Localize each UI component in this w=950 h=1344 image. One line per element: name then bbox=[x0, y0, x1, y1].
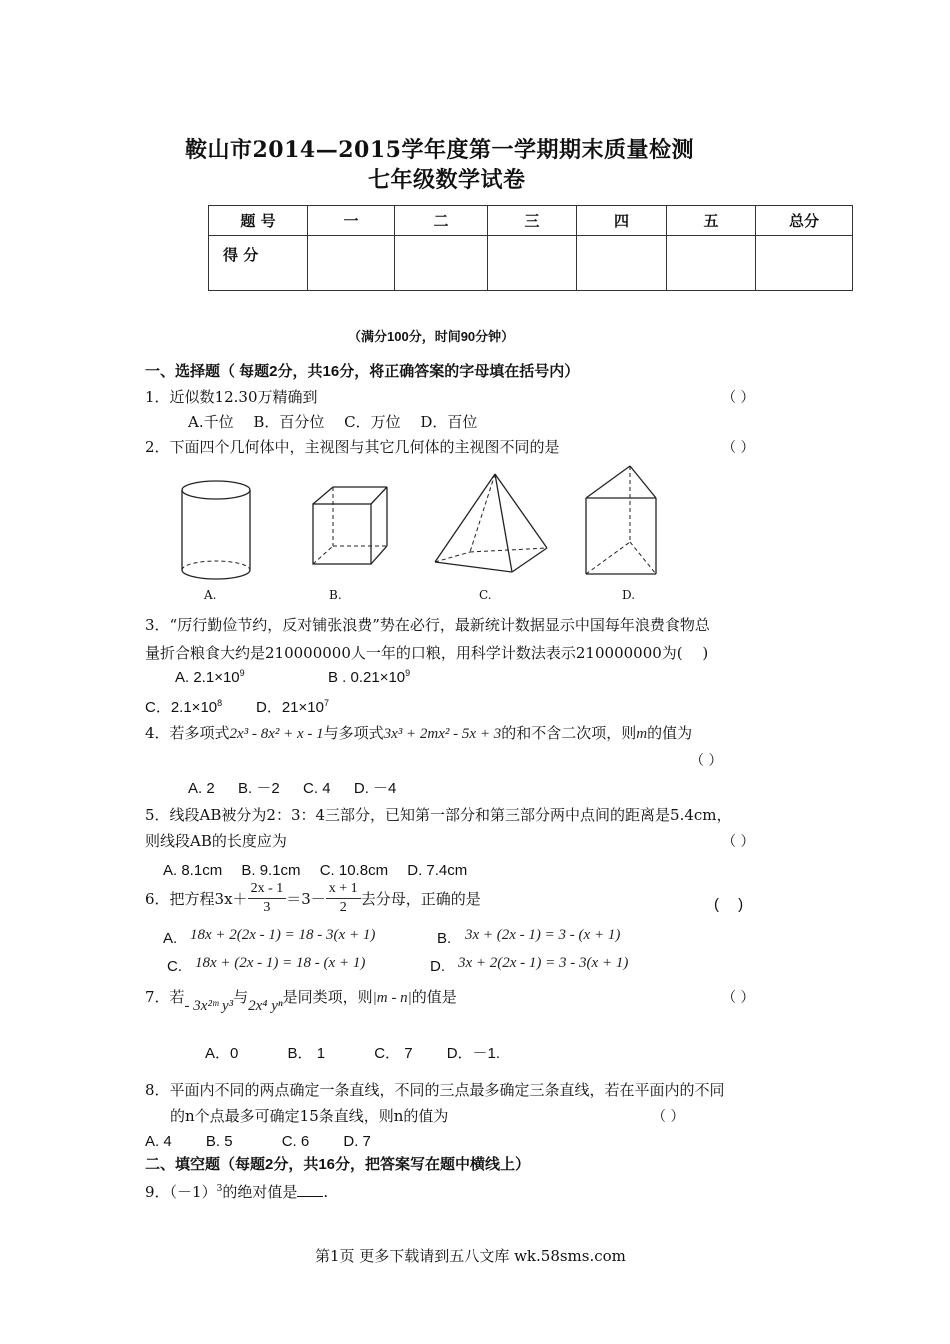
q3-option-a-text: A. 2.1×10 bbox=[175, 669, 240, 686]
q6-option-b-eq: 3x + (2x - 1) = 3 - (x + 1) bbox=[465, 927, 621, 943]
q7-abs: |m - n| bbox=[372, 990, 412, 1006]
q7-term2: 2x⁴ yⁿ bbox=[248, 998, 283, 1014]
q6-fraction-2 bbox=[326, 880, 361, 917]
q4-options: A. 2 B. －2 C. 4 D. －4 bbox=[188, 780, 397, 797]
q3-option-c-exp: 8 bbox=[217, 698, 223, 708]
q4-end: 的值为 bbox=[647, 724, 693, 742]
q4-mid: 与多项式 bbox=[323, 724, 384, 742]
score-header-cell: 题 号 bbox=[209, 206, 308, 236]
q9-tail: 的绝对值是 bbox=[222, 1183, 298, 1201]
q5-line1: 5．线段AB被分为2：3：4三部分，已知第一部分和第三部分两中点间的距离是5.4cm， bbox=[145, 806, 732, 824]
q7-tail: 是同类项，则 bbox=[282, 988, 373, 1006]
q1-answer-paren[interactable]: （ ） bbox=[722, 390, 755, 406]
score-header-cell: 四 bbox=[577, 206, 667, 236]
q7-stem bbox=[145, 986, 457, 1014]
q6-option-c-label: C. bbox=[167, 958, 182, 975]
score-header-cell: 五 bbox=[667, 206, 756, 236]
q6-stem bbox=[145, 880, 481, 917]
score-cell[interactable] bbox=[577, 236, 667, 291]
q3-option-d bbox=[256, 696, 329, 717]
q7-answer-paren[interactable]: （ ） bbox=[722, 990, 755, 1006]
title-line2: 七年级数学试卷 bbox=[368, 167, 526, 193]
q6-fraction-1-den: 3 bbox=[263, 900, 271, 915]
q6-option-c-eq: 18x + (2x - 1) = 18 - (x + 1) bbox=[195, 955, 366, 971]
cube-figure bbox=[305, 484, 395, 579]
q4-poly2: 3x³ + 2mx² - 5x + 3 bbox=[383, 726, 502, 742]
q7-term1: - 3x²ᵐ y³ bbox=[184, 998, 234, 1014]
score-cell[interactable] bbox=[395, 236, 488, 291]
q2-stem: 2．下面四个几何体中，主视图与其它几何体的主视图不同的是 bbox=[145, 438, 560, 456]
score-header-cell: 三 bbox=[488, 206, 577, 236]
q3-option-a-exp: 9 bbox=[239, 668, 245, 678]
q1-stem: 1．近似数12.30万精确到 bbox=[145, 388, 318, 406]
q3-option-b bbox=[328, 669, 410, 686]
score-row-label: 得 分 bbox=[209, 236, 308, 291]
q7-end: 的值是 bbox=[411, 988, 457, 1006]
q8-line1: 8．平面内不同的两点确定一条直线，不同的三点最多确定三条直线，若在平面内的不同 bbox=[145, 1081, 725, 1099]
q4-tail: 的和不含二次项，则 bbox=[501, 724, 637, 742]
score-cell[interactable] bbox=[488, 236, 577, 291]
q6-option-d-label: D. bbox=[430, 958, 445, 975]
q9-answer-blank[interactable] bbox=[297, 1182, 323, 1197]
q8-answer-paren[interactable]: （ ） bbox=[652, 1109, 685, 1125]
q3-option-b-text: B . 0.21×10 bbox=[328, 669, 406, 686]
q3-option-d-exp: 7 bbox=[323, 698, 329, 708]
q6-option-a-eq: 18x + 2(2x - 1) = 18 - 3(x + 1) bbox=[190, 927, 376, 943]
q1-options: A.千位 B．百分位 C．万位 D．百位 bbox=[188, 413, 478, 431]
q3-line2: 量折合粮食大约是210000000人一年的口粮，用科学计数法表示210000000为( ) bbox=[145, 644, 709, 662]
prism-figure bbox=[580, 462, 665, 582]
q3-option-c bbox=[145, 696, 222, 717]
q6-fraction-1 bbox=[248, 880, 287, 917]
q9-exponent: 3 bbox=[216, 1184, 223, 1194]
q6-fraction-2-den: 2 bbox=[339, 900, 347, 915]
q2-label-b: B. bbox=[329, 588, 342, 602]
q8-line2: 的n个点最多可确定15条直线，则n的值为 bbox=[170, 1107, 449, 1125]
q8-options: A. 4 B. 5 C. 6 D. 7 bbox=[145, 1133, 371, 1150]
q4-var: m bbox=[636, 726, 648, 742]
q6-tail: 去分母，正确的是 bbox=[360, 890, 481, 908]
q3-line1: 3．“厉行勤俭节约，反对铺张浪费”势在必行，最新统计数据显示中国每年浪费食物总 bbox=[145, 616, 710, 634]
section1-heading: 一、选择题（ 每题2分，共16分，将正确答案的字母填在括号内） bbox=[145, 363, 580, 380]
q9-lead: 9．（－1） bbox=[145, 1183, 217, 1201]
q6-lead: 6．把方程3x＋ bbox=[145, 890, 248, 908]
q7-lead: 7．若 bbox=[145, 988, 185, 1006]
q2-label-a: A. bbox=[204, 588, 217, 602]
q6-option-d-eq: 3x + 2(2x - 1) = 3 - 3(x + 1) bbox=[458, 955, 629, 971]
q6-fraction-1-num: 2x - 1 bbox=[248, 880, 287, 899]
q3-option-b-exp: 9 bbox=[405, 668, 411, 678]
q2-label-c: C. bbox=[479, 588, 492, 602]
score-table bbox=[208, 205, 853, 291]
q4-answer-paren[interactable]: （ ） bbox=[690, 753, 723, 769]
q4-poly1: 2x³ - 8x² + x - 1 bbox=[229, 726, 324, 742]
cylinder-figure bbox=[175, 478, 260, 583]
q6-option-b-label: B. bbox=[437, 930, 452, 947]
score-header-cell: 总分 bbox=[756, 206, 853, 236]
q7-options: A．0 B． 1 C． 7 D．－1. bbox=[205, 1045, 501, 1062]
score-header-cell: 二 bbox=[395, 206, 488, 236]
q3-option-c-text: C．2.1×10 bbox=[145, 699, 218, 716]
title-line1: 鞍山市2014—2015学年度第一学期期末质量检测 bbox=[185, 137, 694, 163]
q5-line2: 则线段AB的长度应为 bbox=[145, 832, 287, 850]
page-footer: 第1页 更多下载请到五八文库 wk.58sms.com bbox=[315, 1247, 626, 1265]
score-cell[interactable] bbox=[308, 236, 395, 291]
q6-answer-paren[interactable]: ( ) bbox=[714, 896, 744, 913]
q4-lead: 4．若多项式 bbox=[145, 724, 230, 742]
q3-option-a bbox=[175, 669, 245, 686]
q9-end: . bbox=[323, 1183, 329, 1201]
q6-fraction-2-num: x + 1 bbox=[326, 880, 361, 899]
exam-info: （满分100分，时间90分钟） bbox=[348, 329, 515, 344]
q3-option-d-text: D．21×10 bbox=[256, 699, 324, 716]
q5-answer-paren[interactable]: （ ） bbox=[722, 834, 755, 850]
q6-option-a-label: A. bbox=[163, 930, 178, 947]
pyramid-figure bbox=[432, 470, 552, 580]
score-cell[interactable] bbox=[756, 236, 853, 291]
q2-label-d: D. bbox=[622, 588, 636, 602]
q5-options: A. 8.1cm B. 9.1cm C. 10.8cm D. 7.4cm bbox=[163, 862, 468, 879]
q2-answer-paren[interactable]: （ ） bbox=[722, 440, 755, 456]
q9-stem bbox=[145, 1181, 328, 1202]
section2-heading: 二、填空题（每题2分，共16分，把答案写在题中横线上） bbox=[145, 1156, 531, 1173]
q6-mid: ＝3－ bbox=[286, 890, 326, 908]
q4-stem bbox=[145, 722, 692, 743]
score-cell[interactable] bbox=[667, 236, 756, 291]
q7-mid: 与 bbox=[233, 988, 249, 1006]
score-header-cell: 一 bbox=[308, 206, 395, 236]
